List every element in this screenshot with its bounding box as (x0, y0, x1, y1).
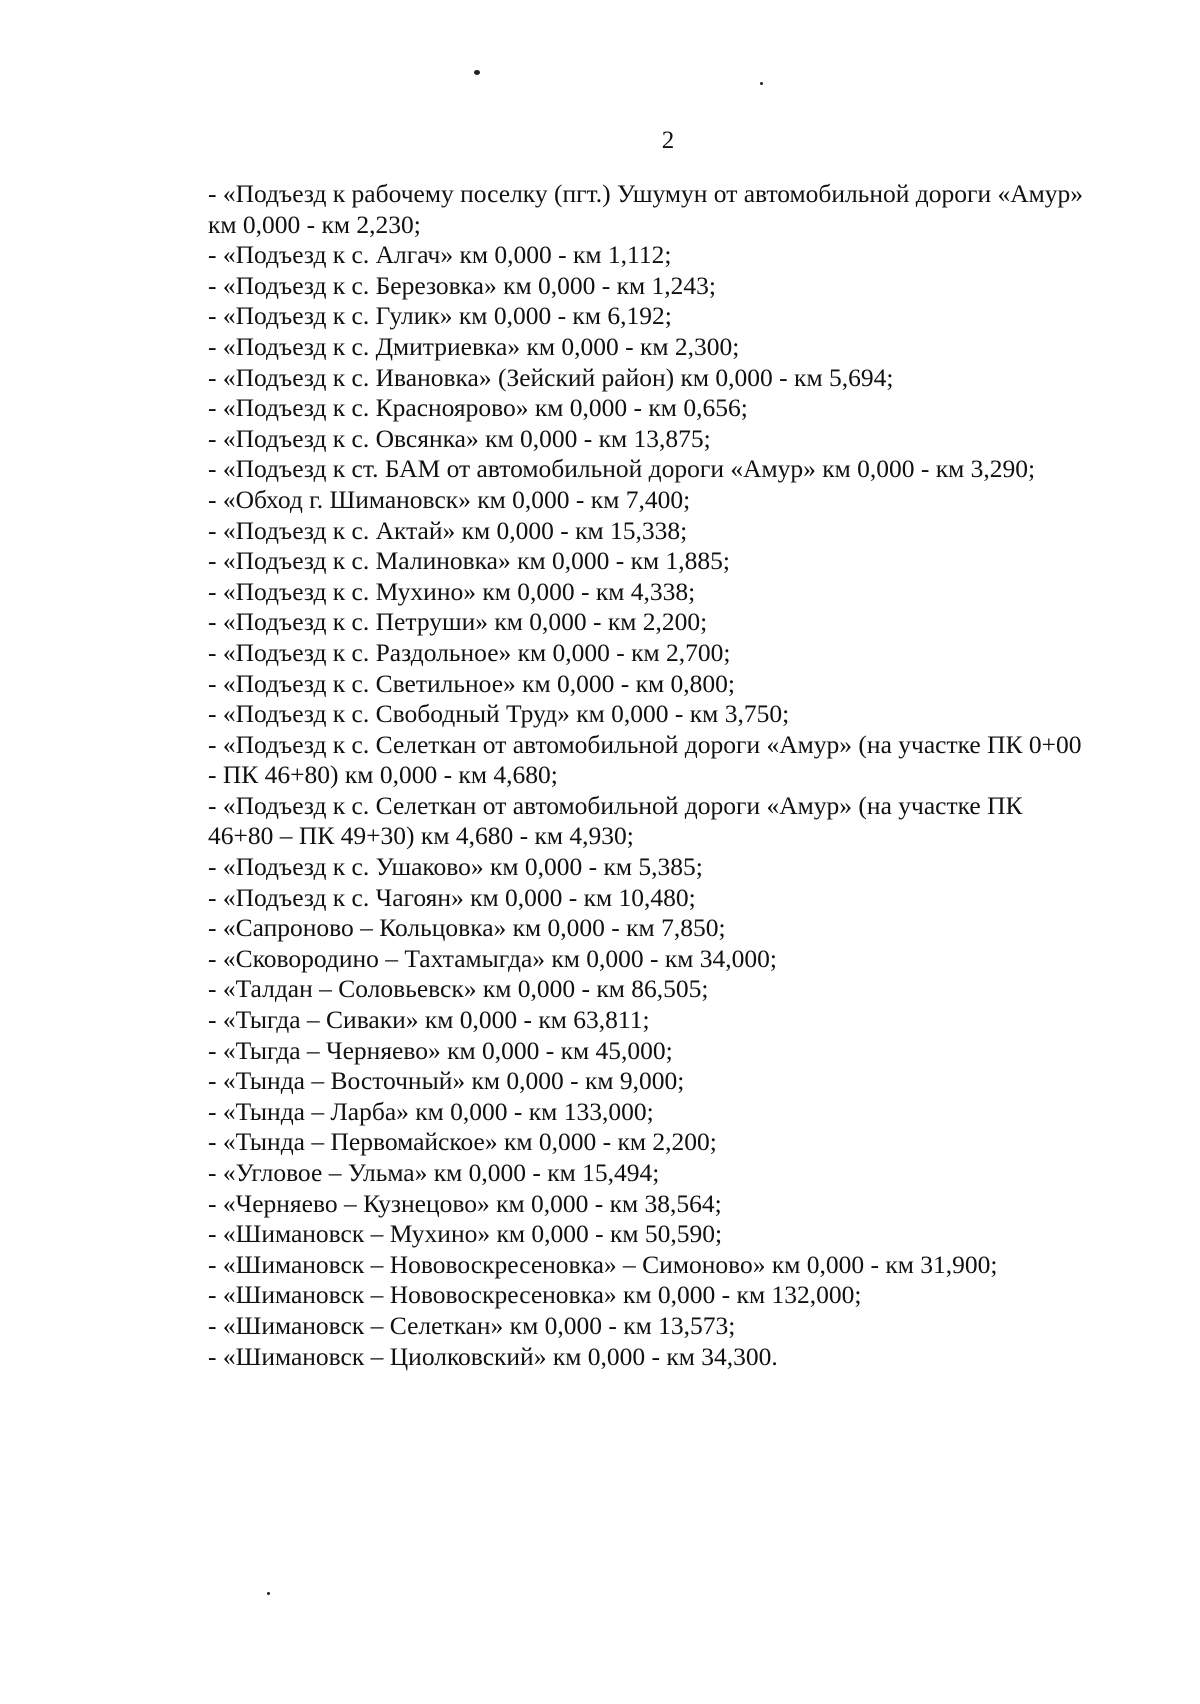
list-line: - «Сковородино – Тахтамыгда» км 0,000 - км 34,000; (208, 943, 778, 973)
list-line: - «Подъезд к с. Раздольное» км 0,000 - км 2,700; (208, 637, 731, 667)
page-number: 2 (661, 127, 675, 154)
list-line: - «Подъезд к с. Светильное» км 0,000 - км 0,800; (208, 668, 736, 698)
list-line: - «Талдан – Соловьевск» км 0,000 - км 86,505; (208, 974, 709, 1004)
list-line: - «Подъезд к с. Ивановка» (Зейский район) км 0,000 - км 5,694; (208, 362, 894, 392)
list-line: - «Подъезд к ст. БАМ от автомобильной дороги «Амур» км 0,000 - км 3,290; (208, 454, 1036, 484)
scan-speck (474, 70, 480, 75)
list-line: - «Подъезд к с. Мухино» км 0,000 - км 4,338; (208, 576, 696, 606)
list-line: - «Подъезд к с. Селеткан от автомобильной дороги «Амур» (на участке ПК (208, 790, 1023, 820)
list-line: - «Подъезд к с. Гулик» км 0,000 - км 6,192; (208, 301, 672, 331)
list-line: - «Подъезд к с. Овсянка» км 0,000 - км 13,875; (208, 423, 711, 453)
list-line: - «Тында – Первомайское» км 0,000 - км 2,200; (208, 1127, 717, 1157)
list-line: - «Подъезд к с. Актай» км 0,000 - км 15,338; (208, 515, 688, 545)
list-line: - «Подъезд к с. Свободный Труд» км 0,000 - км 3,750; (208, 699, 790, 729)
list-line: - «Шимановск – Селеткан» км 0,000 - км 13,573; (208, 1310, 736, 1340)
scan-speck (267, 1592, 270, 1595)
scan-speck (760, 82, 763, 85)
list-line: - «Угловое – Ульма» км 0,000 - км 15,494; (208, 1158, 660, 1187)
list-line: - «Черняево – Кузнецово» км 0,000 - км 38,564; (208, 1188, 722, 1218)
road-list (208, 179, 1143, 1372)
list-line: - «Подъезд к с. Красноярово» км 0,000 - км 0,656; (208, 393, 748, 423)
list-line: - «Подъезд к с. Малиновка» км 0,000 - км 1,885; (208, 546, 730, 576)
list-line: - «Шимановск – Нововоскресеновка» – Симоново» км 0,000 - км 31,900; (208, 1249, 998, 1279)
list-line: - «Подъезд к с. Алгач» км 0,000 - км 1,112; (208, 240, 672, 270)
list-line: 46+80 – ПК 49+30) км 4,680 - км 4,930; (208, 821, 634, 851)
list-line: - «Подъезд к рабочему поселку (пгт.) Ушумун от автомобильной дороги «Амур» (208, 179, 1084, 208)
list-line: - «Тында – Ларба» км 0,000 - км 133,000; (208, 1096, 654, 1126)
list-line: - «Подъезд к с. Селеткан от автомобильной дороги «Амур» (на участке ПК 0+00 (208, 729, 1082, 759)
list-line: - «Подъезд к с. Ушаково» км 0,000 - км 5,385; (208, 852, 703, 882)
list-line: - «Обход г. Шимановск» км 0,000 - км 7,400; (208, 484, 691, 514)
list-line: - «Подъезд к с. Березовка» км 0,000 - км 1,243; (208, 270, 717, 300)
list-line: км 0,000 - км 2,230; (208, 209, 421, 239)
list-line: - ПК 46+80) км 0,000 - км 4,680; (208, 760, 558, 790)
list-line: - «Подъезд к с. Чагоян» км 0,000 - км 10,480; (208, 882, 696, 912)
list-line: - «Шимановск – Нововоскресеновка» км 0,000 - км 132,000; (208, 1280, 862, 1310)
list-line: - «Подъезд к с. Петруши» км 0,000 - км 2,200; (208, 607, 708, 637)
list-line: - «Тыгда – Черняево» км 0,000 - км 45,000; (208, 1035, 673, 1065)
list-line: - «Тында – Восточный» км 0,000 - км 9,000; (208, 1066, 685, 1096)
list-line: - «Шимановск – Циолковский» км 0,000 - км 34,300. (208, 1341, 778, 1371)
list-line: - «Тыгда – Сиваки» км 0,000 - км 63,811; (208, 1005, 650, 1035)
list-line: - «Подъезд к с. Дмитриевка» км 0,000 - км 2,300; (208, 331, 740, 361)
list-line: - «Сапроново – Кольцовка» км 0,000 - км 7,850; (208, 913, 726, 943)
list-line: - «Шимановск – Мухино» км 0,000 - км 50,590; (208, 1219, 723, 1249)
